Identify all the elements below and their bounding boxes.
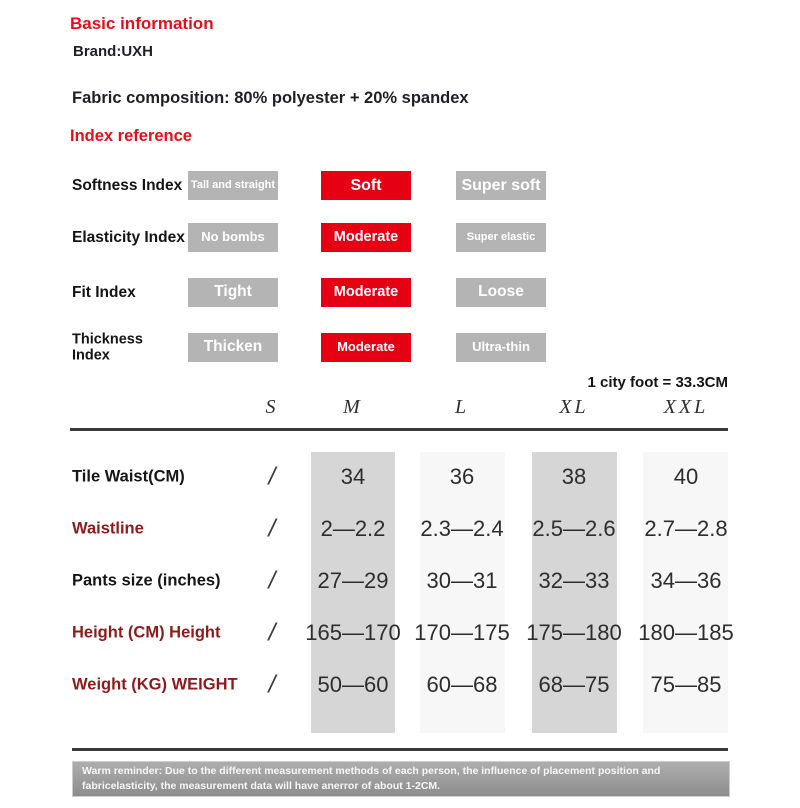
index-option: Thicken — [188, 333, 278, 362]
table-cell: 34—36 — [650, 568, 722, 593]
table-cell: 60—68 — [426, 672, 498, 697]
index-row-elasticity — [0, 223, 800, 252]
table-cell: 40 — [673, 464, 699, 489]
table-cell: 30—31 — [426, 568, 498, 593]
table-row-label: Waistline — [72, 519, 144, 538]
table-cell: 2.5—2.6 — [532, 516, 616, 541]
index-option-selected: Moderate — [321, 333, 411, 362]
table-cell: 27—29 — [317, 568, 389, 593]
table-cell: 2—2.2 — [320, 516, 386, 541]
table-cell: 75—85 — [650, 672, 722, 697]
table-cell: 34 — [340, 464, 366, 489]
size-column-header-xl: XL — [559, 396, 589, 418]
table-cell: 2.7—2.8 — [644, 516, 728, 541]
size-column-header-l: L — [454, 396, 470, 418]
index-option: Loose — [456, 278, 546, 307]
index-option: No bombs — [188, 223, 278, 252]
basic-information-title: Basic information — [70, 14, 214, 33]
table-row-label: Height (CM) Height — [72, 623, 221, 642]
brand-line: Brand:UXH — [73, 43, 154, 60]
index-option: Tight — [188, 278, 278, 307]
index-option-selected: Moderate — [321, 223, 411, 252]
index-reference-title: Index reference — [70, 127, 192, 145]
index-option: Ultra-thin — [456, 333, 546, 362]
table-row-height — [0, 618, 800, 648]
city-foot-note: 1 city foot = 33.3CM — [587, 374, 728, 391]
table-cell: 32—33 — [538, 568, 610, 593]
table-cell: 38 — [561, 464, 587, 489]
index-row-thickness — [0, 330, 800, 364]
table-row-weight — [0, 670, 800, 700]
table-row-label: Pants size (inches) — [72, 571, 221, 590]
index-row-label: Softness Index — [72, 176, 183, 194]
warm-reminder-box: Warm reminder: Due to the different measurement methods of each person, the influence of placement position and fabricelasticity, the measurement data will have anerror of about 1-2CM. — [72, 761, 730, 797]
table-bottom-rule — [72, 748, 728, 751]
table-cell: 165—170 — [305, 620, 401, 645]
table-row-pants-size — [0, 566, 800, 596]
index-row-label: Elasticity Index — [72, 228, 185, 246]
index-option-selected: Soft — [321, 171, 411, 200]
table-row-waistline — [0, 514, 800, 544]
index-row-label: Thickness Index — [72, 330, 143, 364]
index-option: Tall and straight — [188, 171, 278, 200]
table-cell: 180—185 — [638, 620, 734, 645]
index-row-softness — [0, 171, 800, 200]
table-cell: 175—180 — [526, 620, 622, 645]
fabric-composition-line: Fabric composition: 80% polyester + 20% spandex — [72, 89, 469, 107]
table-cell: / — [268, 514, 276, 543]
table-cell: 170—175 — [414, 620, 510, 645]
size-column-header-s: S — [265, 396, 279, 418]
table-cell: 2.3—2.4 — [420, 516, 504, 541]
table-cell: / — [268, 566, 276, 595]
size-column-header-m: M — [343, 396, 363, 418]
table-cell: / — [268, 618, 276, 647]
index-option-selected: Moderate — [321, 278, 411, 307]
table-cell: 68—75 — [538, 672, 610, 697]
table-row-label: Tile Waist(CM) — [72, 467, 185, 486]
table-top-rule — [70, 428, 728, 431]
index-option: Super elastic — [456, 223, 546, 252]
table-row-label: Weight (KG) WEIGHT — [72, 675, 238, 694]
table-cell: 50—60 — [317, 672, 389, 697]
table-cell: 36 — [449, 464, 475, 489]
table-cell: / — [268, 670, 276, 699]
index-row-label: Fit Index — [72, 283, 136, 301]
index-row-fit — [0, 278, 800, 307]
table-cell: / — [268, 462, 276, 491]
index-option: Super soft — [456, 171, 546, 200]
size-column-header-xxl: XXL — [663, 396, 709, 418]
table-row-tile-waist — [0, 462, 800, 492]
